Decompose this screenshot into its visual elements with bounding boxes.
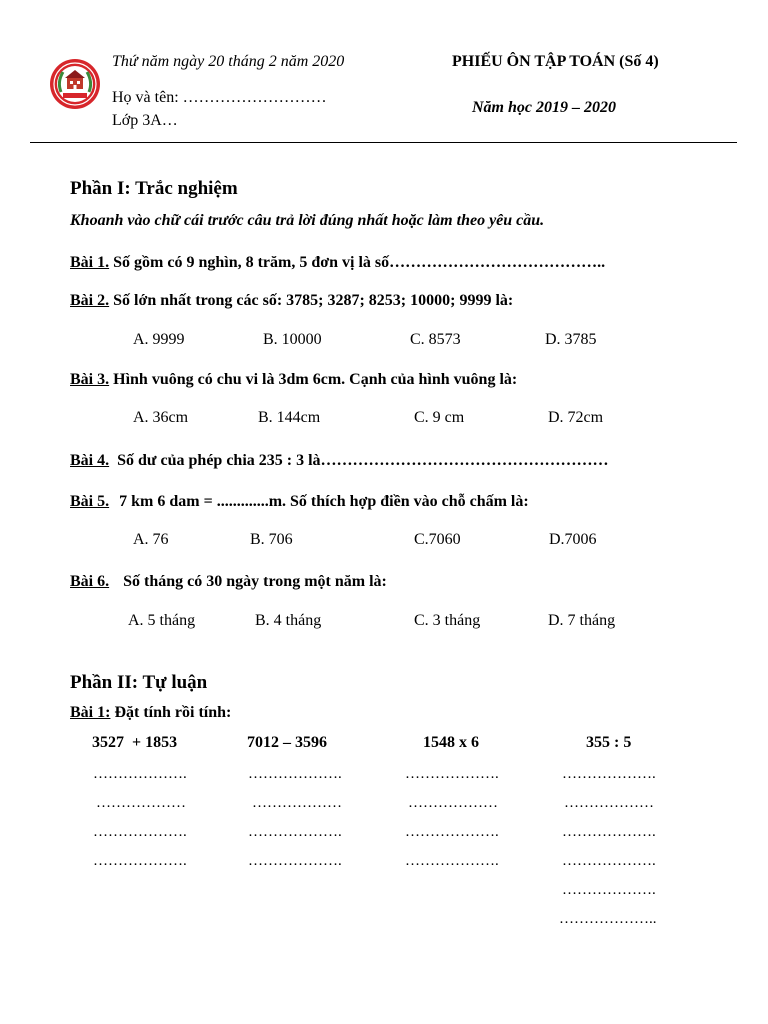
question-3: [70, 371, 517, 389]
student-name-field: Họ và tên: ………………………: [112, 89, 327, 106]
question-3-text: Hình vuông có chu vi là 3dm 6cm. Cạnh của hình vuông là:: [113, 371, 518, 388]
emblem-window-right: [77, 81, 80, 84]
worksheet-date: Thứ năm ngày 20 tháng 2 năm 2020: [112, 53, 345, 70]
answer-option-a: A. 36cm: [133, 409, 189, 426]
calculation-division: 355 : 5: [586, 734, 632, 751]
answer-option-c: C. 3 tháng: [414, 612, 481, 629]
question-5-label: Bài 5.: [70, 493, 110, 510]
work-line: ……………….: [562, 824, 656, 840]
question-1: [70, 254, 605, 272]
answer-option-c: C. 8573: [410, 331, 461, 348]
class-field: Lớp 3A…: [112, 112, 178, 129]
emblem-window-left: [70, 81, 73, 84]
question-6-label: Bài 6.: [70, 573, 110, 590]
header-divider: [30, 142, 737, 143]
answer-option-a: A. 9999: [133, 331, 185, 348]
work-line: ……………….: [248, 766, 342, 782]
exercise-1-text: Đặt tính rồi tính:: [114, 704, 232, 721]
answer-option-d: D. 7 tháng: [548, 612, 616, 629]
answer-option-d: D.7006: [549, 531, 597, 548]
work-line: ………………..: [559, 911, 657, 927]
question-5: [70, 493, 529, 511]
question-2-label: Bài 2.: [70, 292, 110, 309]
answer-option-b: B. 4 tháng: [255, 612, 322, 629]
answer-option-d: D. 3785: [545, 331, 597, 348]
work-line: ……………….: [562, 882, 656, 898]
work-line: ……………….: [405, 824, 499, 840]
answer-option-a: A. 5 tháng: [128, 612, 196, 629]
work-line: ………………: [96, 795, 186, 811]
answer-option-c: C. 9 cm: [414, 409, 465, 426]
work-line: ………………: [408, 795, 498, 811]
calculation-addition: 3527 + 1853: [92, 734, 178, 751]
school-year: Năm học 2019 – 2020: [472, 99, 616, 116]
question-4-text: Số dư của phép chia 235 : 3 là………………………………………………: [117, 452, 609, 469]
answer-option-b: B. 706: [250, 531, 293, 548]
question-1-text: Số gồm có 9 nghìn, 8 trăm, 5 đơn vị là số…………………………………..: [113, 254, 606, 271]
exercise-1-label: Bài 1:: [70, 704, 111, 721]
question-5-options: [0, 531, 768, 549]
part1-title: Phần I: Trắc nghiệm: [70, 178, 238, 199]
part1-instruction: Khoanh vào chữ cái trước câu trả lời đúng nhất hoặc làm theo yêu cầu.: [70, 212, 545, 229]
answer-option-b: B. 10000: [263, 331, 322, 348]
question-4: [70, 452, 609, 470]
question-2-text: Số lớn nhất trong các số: 3785; 3287; 8253; 10000; 9999 là:: [113, 292, 514, 309]
question-3-label: Bài 3.: [70, 371, 110, 388]
answer-option-d: D. 72cm: [548, 409, 604, 426]
work-line: ……………….: [93, 766, 187, 782]
emblem-door: [74, 85, 77, 89]
work-line: ………………: [564, 795, 654, 811]
question-5-text: 7 km 6 dam = .............m. Số thích hợp điền vào chỗ chấm là:: [119, 493, 529, 510]
work-line: ……………….: [562, 766, 656, 782]
work-line: ……………….: [93, 853, 187, 869]
calculation-multiplication: 1548 x 6: [423, 734, 479, 751]
answer-option-a: A. 76: [133, 531, 169, 548]
emblem-ribbon: [63, 93, 87, 98]
worksheet-title: PHIẾU ÔN TẬP TOÁN (Số 4): [452, 53, 659, 70]
answer-option-c: C.7060: [414, 531, 461, 548]
work-line: ……………….: [405, 766, 499, 782]
school-emblem-svg: [48, 54, 102, 114]
question-4-label: Bài 4.: [70, 452, 110, 469]
part2-title: Phần II: Tự luận: [70, 672, 208, 693]
question-6-text: Số tháng có 30 ngày trong một năm là:: [123, 573, 387, 590]
work-line: ………………: [252, 795, 342, 811]
exercise-1: [70, 704, 231, 722]
work-line: ……………….: [93, 824, 187, 840]
work-line: ……………….: [405, 853, 499, 869]
school-emblem-icon: [48, 54, 102, 114]
question-2: [70, 292, 513, 310]
work-line: ……………….: [248, 853, 342, 869]
question-1-label: Bài 1.: [70, 254, 110, 271]
question-3-options: [0, 409, 768, 427]
work-line: ……………….: [562, 853, 656, 869]
question-6: [70, 573, 387, 591]
calculation-subtraction: 7012 – 3596: [247, 734, 327, 751]
question-2-options: [0, 331, 768, 349]
question-6-options: [0, 612, 768, 630]
work-line: ……………….: [248, 824, 342, 840]
answer-option-b: B. 144cm: [258, 409, 321, 426]
